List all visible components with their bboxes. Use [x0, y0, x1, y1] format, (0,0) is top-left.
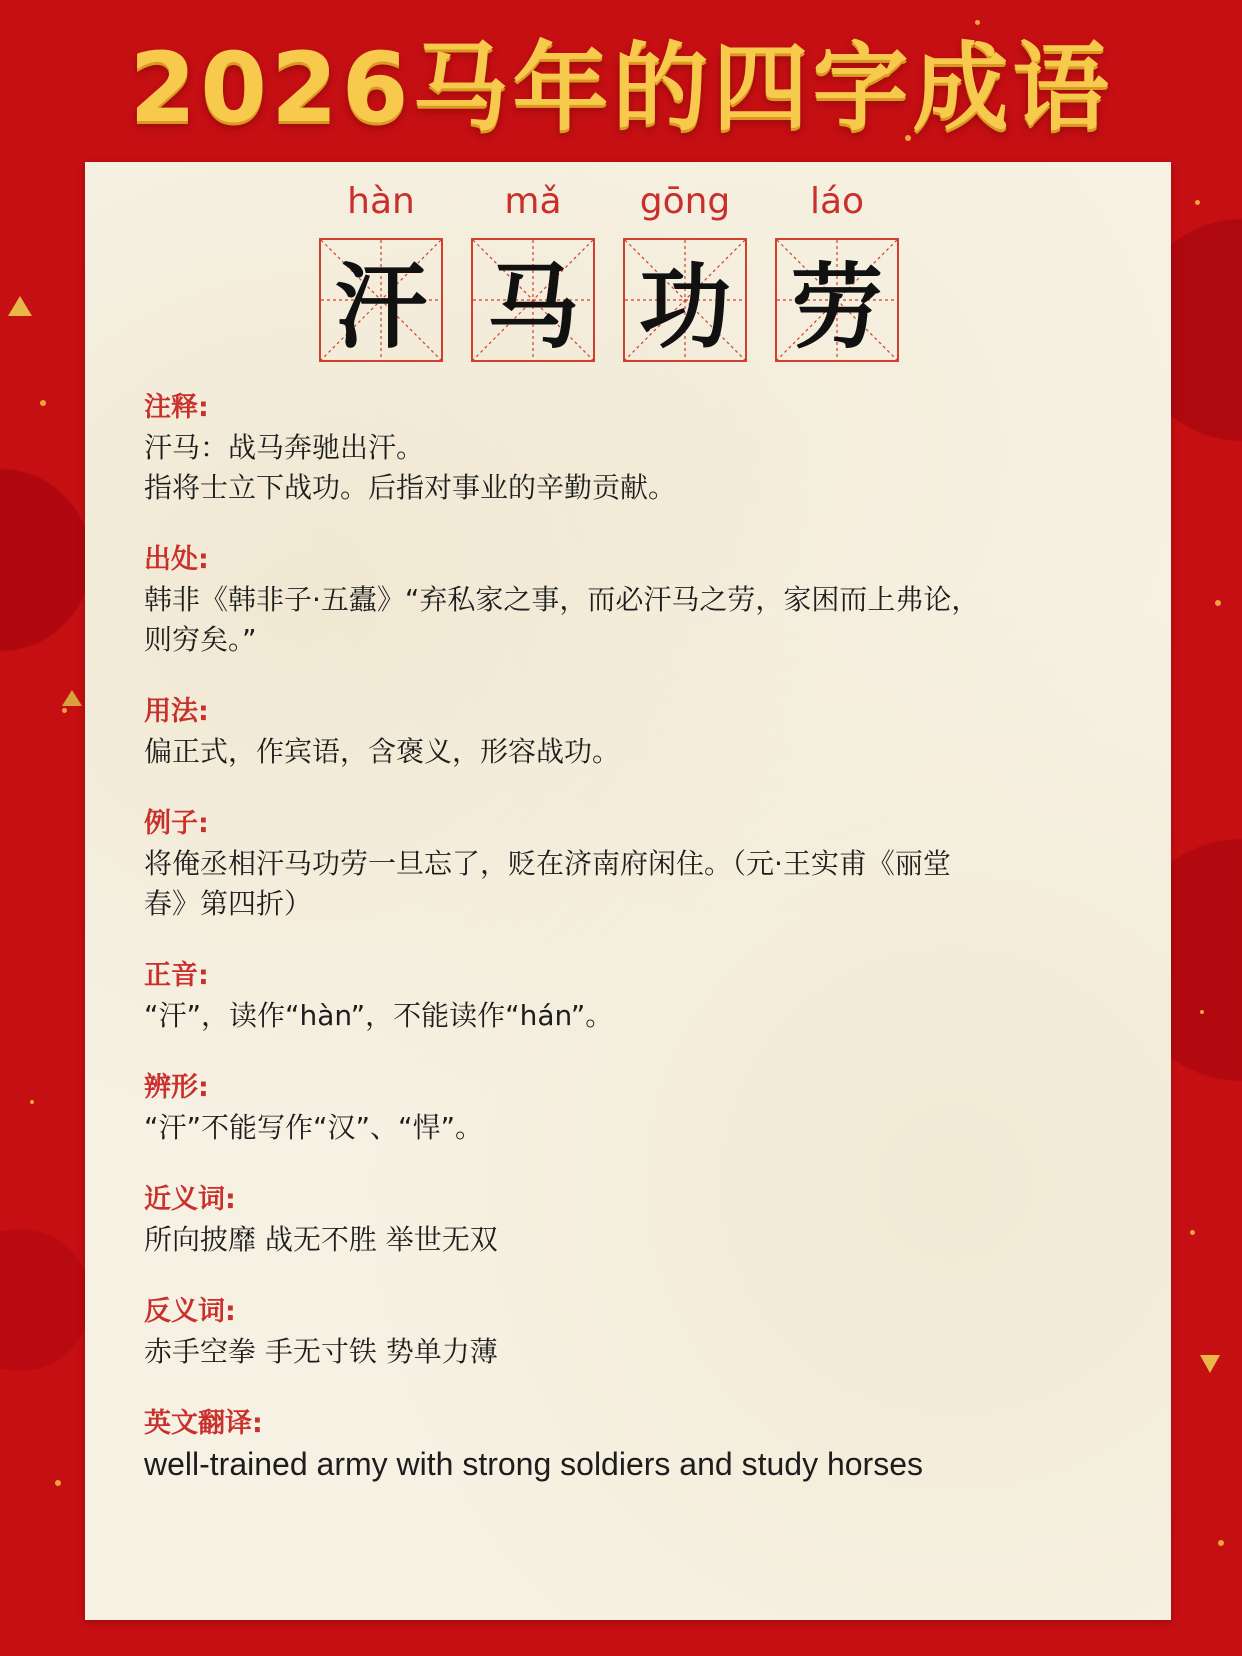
section-text-line: “汗”，读作“hàn”，不能读作“hán”。	[144, 999, 614, 1032]
decorative-sparkle	[1190, 1230, 1195, 1235]
section-text-line: “汗”不能写作“汉”、“悍”。	[144, 1111, 484, 1144]
decorative-sparkle	[1195, 200, 1200, 205]
decorative-triangle	[8, 296, 32, 316]
decorative-sparkle	[975, 20, 980, 25]
idiom-char-cell	[775, 180, 899, 362]
section-label: 注释:	[144, 392, 209, 423]
section-label: 反义词:	[144, 1296, 236, 1327]
idiom-character: 劳	[790, 253, 883, 361]
decorative-triangle	[62, 690, 82, 706]
section-label: 例子:	[144, 808, 209, 839]
section-text-line: 所向披靡 战无不胜 举世无双	[144, 1223, 498, 1256]
page-title: 2026马年的四字成语	[129, 32, 1113, 144]
section-text-line: 赤手空拳 手无寸铁 势单力薄	[144, 1335, 498, 1368]
decorative-sparkle	[62, 708, 67, 713]
section-english	[144, 1404, 1104, 1484]
idiom-char-cell	[471, 180, 595, 362]
section-usage	[144, 692, 1104, 772]
section-synonyms	[144, 1180, 1104, 1260]
section-text-line: 则穷矣。”	[144, 623, 257, 656]
idiom-character-row	[319, 180, 899, 362]
tianzige-grid	[623, 238, 747, 362]
section-label: 英文翻译:	[144, 1408, 263, 1439]
pinyin-label: láo	[809, 181, 865, 222]
section-form	[144, 1068, 1104, 1148]
decorative-sparkle	[55, 1480, 61, 1486]
section-pronunciation	[144, 956, 1104, 1036]
idiom-char-cell	[623, 180, 747, 362]
section-label: 近义词:	[144, 1184, 236, 1215]
decorative-sparkle	[1218, 1540, 1224, 1546]
section-text-line: 春》第四折）	[144, 887, 313, 920]
pinyin-label: hàn	[347, 181, 415, 222]
section-example	[144, 804, 1104, 924]
idiom-card	[85, 162, 1171, 1620]
section-text-line: well-trained army with strong soldiers and study horses	[144, 1446, 923, 1482]
section-label: 辨形:	[144, 1072, 209, 1103]
idiom-character: 马	[486, 253, 579, 361]
decorative-sparkle	[1200, 1010, 1204, 1014]
tianzige-grid	[775, 238, 899, 362]
tianzige-grid	[319, 238, 443, 362]
idiom-character: 功	[638, 253, 731, 361]
decorative-sparkle	[40, 400, 46, 406]
pinyin-label: gōng	[639, 181, 731, 222]
section-text-line: 韩非《韩非子·五蠹》“弃私家之事，而必汗马之劳，家困而上弗论，	[144, 583, 980, 616]
section-label: 出处:	[144, 544, 209, 575]
pinyin-label: mǎ	[504, 181, 562, 222]
section-text-line: 偏正式，作宾语，含褒义，形容战功。	[144, 735, 621, 768]
section-text-line: 汗马：战马奔驰出汗。	[144, 431, 425, 464]
section-antonyms	[144, 1292, 1104, 1372]
decorative-sparkle	[1215, 600, 1221, 606]
section-annotation	[144, 388, 1104, 508]
idiom-char-cell	[319, 180, 443, 362]
section-text-line: 指将士立下战功。后指对事业的辛勤贡献。	[144, 471, 677, 504]
idiom-character: 汗	[334, 253, 427, 361]
decorative-sparkle	[30, 1100, 34, 1104]
section-text-line: 将俺丞相汗马功劳一旦忘了，贬在济南府闲住。（元·王实甫《丽堂	[144, 847, 951, 880]
section-source	[144, 540, 1104, 660]
idiom-details	[144, 388, 1104, 1516]
tianzige-grid	[471, 238, 595, 362]
section-label: 正音:	[144, 960, 209, 991]
decorative-triangle	[1200, 1355, 1220, 1373]
section-label: 用法:	[144, 696, 209, 727]
